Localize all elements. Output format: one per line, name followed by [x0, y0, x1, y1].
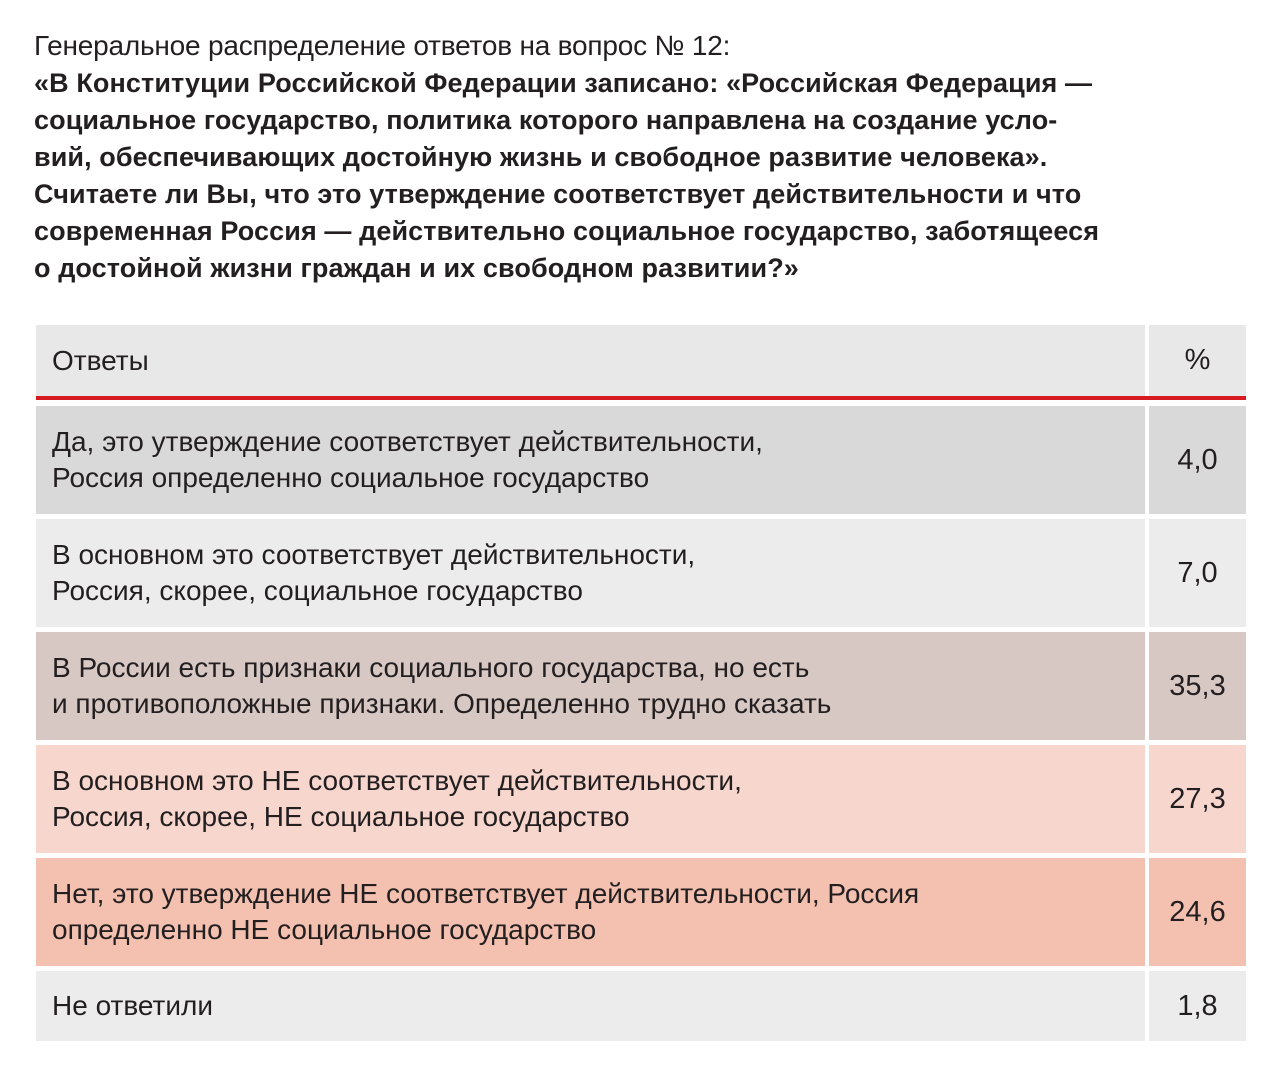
- answer-cell: [36, 745, 1145, 853]
- answer-line: В основном это соответствует действительности,: [52, 539, 696, 570]
- answer-line: Россия, скорее, социальное государство: [52, 575, 583, 606]
- answer-line: В России есть признаки социального государства, но есть: [52, 652, 810, 683]
- question-line: социальное государство, политика которого направлена на создание усло-: [34, 105, 1058, 135]
- question-line: Считаете ли Вы, что это утверждение соответствует действительности и что: [34, 179, 1082, 209]
- table-row: [36, 858, 1246, 966]
- answer-line: Не ответили: [52, 990, 213, 1021]
- question-line: «В Конституции Российской Федерации записано: «Российская Федерация —: [34, 68, 1093, 98]
- heading: [34, 27, 1249, 287]
- table-row: [36, 406, 1246, 514]
- answer-line: Да, это утверждение соответствует действительности,: [52, 426, 763, 457]
- table-header: [36, 325, 1246, 396]
- answer-line: и противоположные признаки. Определенно трудно сказать: [52, 688, 832, 719]
- results-table: [36, 325, 1246, 1041]
- header-answers: [36, 325, 1145, 396]
- answer-line: Россия определенно социальное государство: [52, 462, 650, 493]
- percent-cell: 4,0: [1149, 406, 1246, 514]
- answer-cell: [36, 971, 1145, 1041]
- answer-line: Нет, это утверждение НЕ соответствует действительности, Россия: [52, 878, 920, 909]
- answer-line: определенно НЕ социальное государство: [52, 914, 597, 945]
- subtitle: Генеральное распределение ответов на вопрос № 12:: [34, 30, 731, 61]
- table-row: [36, 745, 1246, 853]
- answer-cell: [36, 632, 1145, 740]
- answer-cell: [36, 406, 1145, 514]
- percent-cell: 7,0: [1149, 519, 1246, 627]
- header-divider: [36, 396, 1246, 400]
- answer-cell: [36, 519, 1145, 627]
- percent-cell: 27,3: [1149, 745, 1246, 853]
- table-row: [36, 971, 1246, 1041]
- table-row: [36, 519, 1246, 627]
- percent-cell: 1,8: [1149, 971, 1246, 1041]
- answer-line: В основном это НЕ соответствует действительности,: [52, 765, 742, 796]
- question-line: вий, обеспечивающих достойную жизнь и свободное развитие человека».: [34, 142, 1048, 172]
- answer-line: Россия, скорее, НЕ социальное государство: [52, 801, 630, 832]
- percent-cell: 35,3: [1149, 632, 1246, 740]
- question-text: [34, 65, 1249, 287]
- question-line: современная Россия — действительно социальное государство, заботящееся: [34, 216, 1100, 246]
- percent-cell: 24,6: [1149, 858, 1246, 966]
- header-percent: %: [1149, 325, 1246, 396]
- table-row: [36, 632, 1246, 740]
- header-answers-label: Ответы: [52, 344, 149, 376]
- answer-cell: [36, 858, 1145, 966]
- question-line: о достойной жизни граждан и их свободном развитии?»: [34, 253, 799, 283]
